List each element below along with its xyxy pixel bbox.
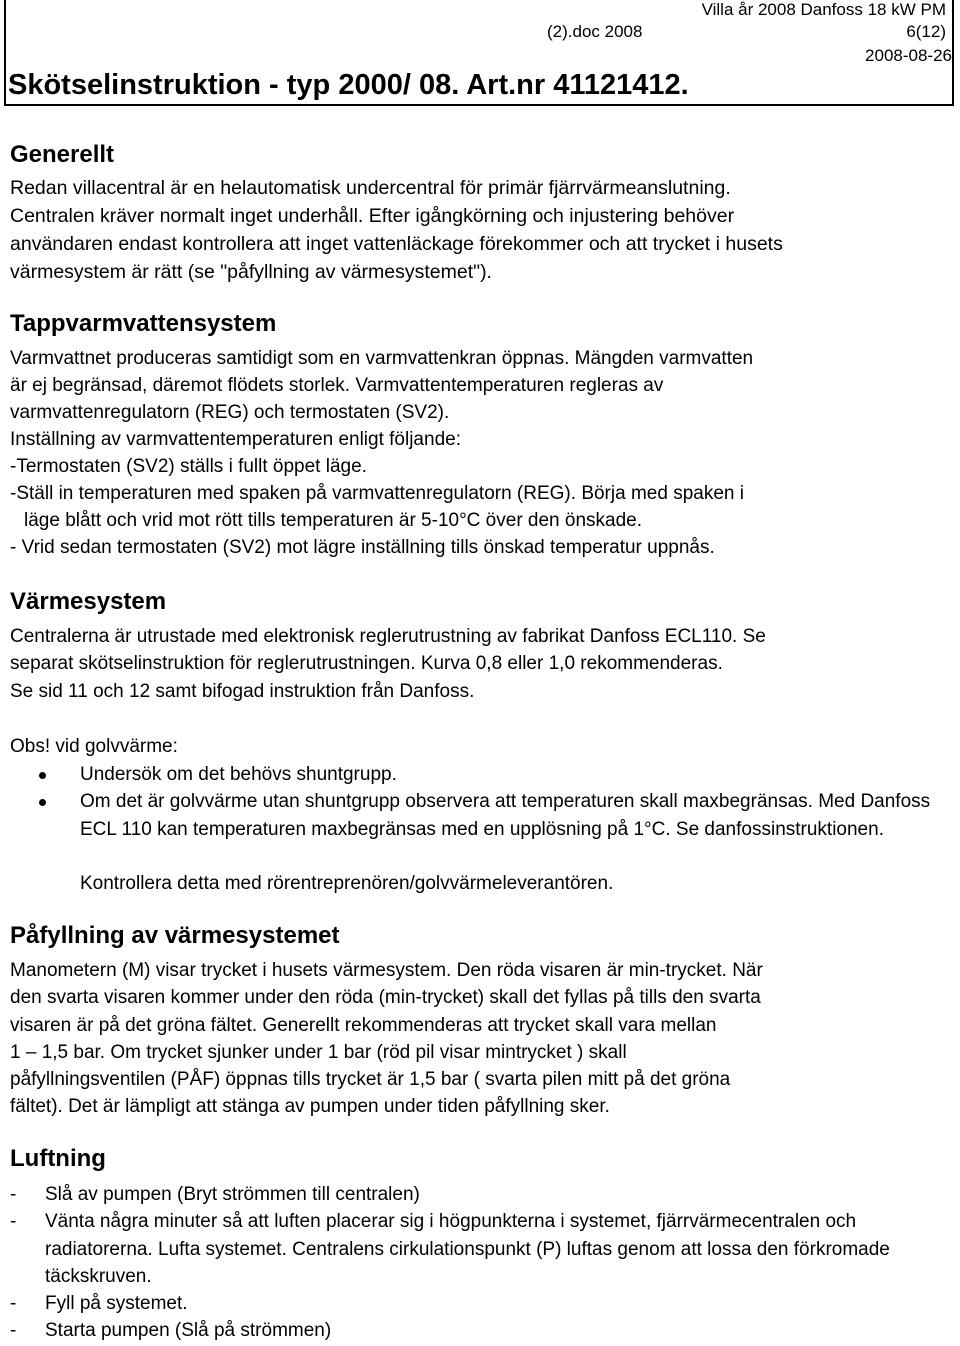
generellt-text <box>10 174 950 286</box>
list-item: - Starta pumpen (Slå på strömmen) <box>0 1317 945 1344</box>
text-line: Inställning av varmvattentemperaturen enligt följande: <box>10 429 461 450</box>
doc-filename: Villa år 2008 Danfoss 18 kW PM <box>701 0 946 19</box>
heading-pafyllning: Påfyllning av värmesystemet <box>10 922 340 949</box>
text-line: Se sid 11 och 12 samt bifogad instruktion från Danfoss. <box>10 680 475 702</box>
text-line: Manometern (M) visar trycket i husets värmesystem. Den röda visaren är min-trycket. När <box>10 960 763 981</box>
text-line: är ej begränsad, däremot flödets storlek. Varmvattentemperaturen regleras av <box>10 375 664 396</box>
list-item: - Slå av pumpen (Bryt strömmen till centralen) <box>0 1181 945 1208</box>
text-line: visaren är på det gröna fältet. Generellt rekommenderas att trycket skall vara mellan <box>10 1014 717 1036</box>
text-line: fältet). Det är lämpligt att stänga av pumpen under tiden påfyllning sker. <box>10 1096 610 1118</box>
text-line: Centralerna är utrustade med elektronisk reglerutrustning av fabrikat Danfoss ECL110. Se <box>10 626 766 647</box>
text-line: varmvattenregulatorn (REG) och termostaten (SV2). <box>10 402 450 423</box>
page-number: 6(12) <box>906 22 946 41</box>
pafyllning-text <box>10 957 950 1121</box>
text-line: användaren endast kontrollera att inget vattenläckage förekommer och att trycket i husets <box>10 233 783 255</box>
text-line: Redan villacentral är en helautomatisk undercentral för primär fjärrvärmeanslutning. <box>10 177 731 199</box>
list-item: Om det är golvvärme utan shuntgrupp observera att temperaturen skall maxbegränsas. Med Danfoss ECL 110 kan temperaturen maxbegränsas med en upplösning på 1°C. Se danfossinstruktionen. <box>0 788 940 843</box>
list-item: Undersök om det behövs shuntgrupp. <box>0 761 940 788</box>
kontrollera-line: Kontrollera detta med rörentreprenören/golvvärmeleverantören. <box>80 873 614 894</box>
text-line: -Ställ in temperaturen med spaken på varmvattenregulatorn (REG). Börja med spaken i <box>10 483 744 504</box>
page-title: Skötselinstruktion - typ 2000/ 08. Art.nr 41121412. <box>8 69 689 101</box>
list-item: - Vänta några minuter så att luften placerar sig i högpunkterna i systemet, fjärrvärmecentralen och radiatorerna. Lufta systemet. Centralens cirkulationspunkt (P) luftas genom att lossa den förkromade täckskruven. <box>0 1208 945 1290</box>
text-line: -Termostaten (SV2) ställs i fullt öppet läge. <box>10 456 367 477</box>
tappvarmvatten-text <box>10 345 950 561</box>
heading-luftning: Luftning <box>10 1145 106 1172</box>
text-line: läge blått och vrid mot rött tills temperaturen är 5-10°C över den önskade. <box>24 510 643 531</box>
text-line: den svarta visaren kommer under den röda (min-trycket) skall det fyllas på tills den svarta <box>10 987 761 1009</box>
heading-generellt: Generellt <box>10 141 115 168</box>
text-line: värmesystem är rätt (se "påfyllning av värmesystemet"). <box>10 261 492 283</box>
text-line: separat skötselinstruktion för reglerutrustningen. Kurva 0,8 eller 1,0 rekommenderas. <box>10 653 723 675</box>
text-line: påfyllningsventilen (PÅF) öppnas tills trycket är 1,5 bar ( svarta pilen mitt på det gröna <box>10 1069 731 1091</box>
heading-varmesystem: Värmesystem <box>10 588 167 615</box>
doc-filename-cont: (2).doc 2008 <box>547 22 643 41</box>
text-line: Centralen kräver normalt inget underhåll. Efter igångkörning och injustering behöver <box>10 205 735 227</box>
heading-tappvarmvatten: Tappvarmvattensystem <box>10 310 277 337</box>
text-line: Varmvattnet produceras samtidigt som en varmvattenkran öppnas. Mängden varmvatten <box>10 348 754 369</box>
varmesystem-text <box>10 623 950 705</box>
luftning-list <box>0 1181 945 1345</box>
list-item: - Fyll på systemet. <box>0 1290 945 1317</box>
text-line: - Vrid sedan termostaten (SV2) mot lägre inställning tills önskad temperatur uppnås. <box>10 537 715 558</box>
obs-label: Obs! vid golvvärme: <box>10 736 178 757</box>
text-line: 1 – 1,5 bar. Om trycket sjunker under 1 bar (röd pil visar mintrycket ) skall <box>10 1041 627 1063</box>
doc-date: 2008-08-26 <box>865 46 952 65</box>
golvvarme-list <box>0 761 940 843</box>
